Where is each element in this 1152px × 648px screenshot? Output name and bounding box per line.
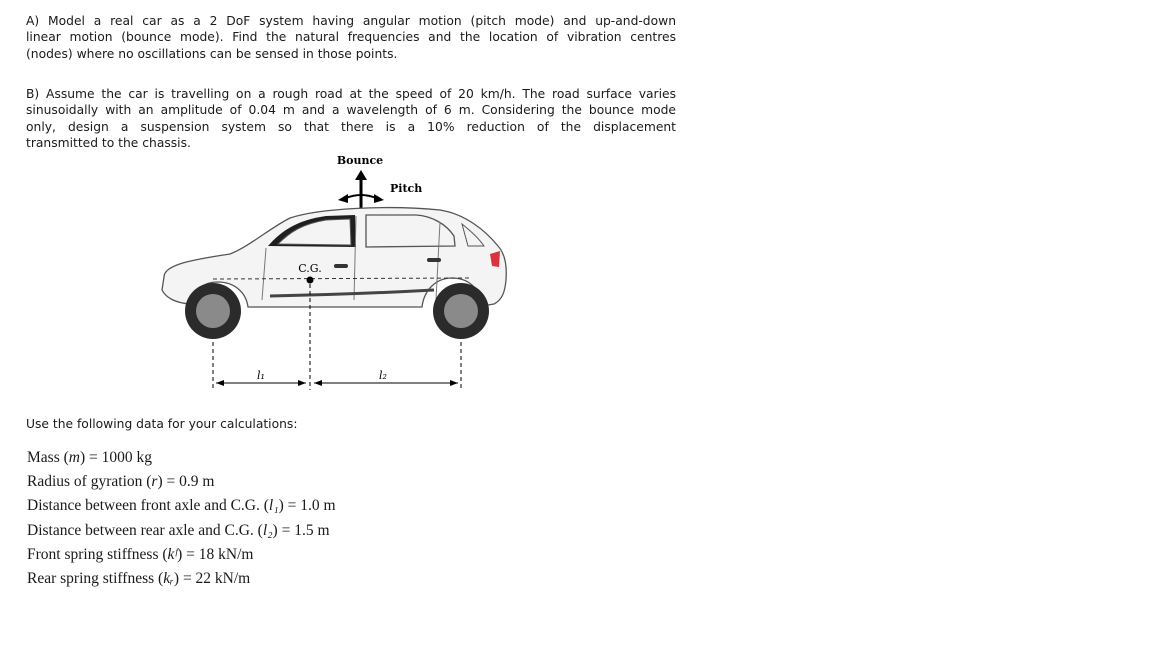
part-a-line: A) Model a real car as a 2 DoF system having angular motion (pitch mode) and up-and-down (26, 14, 676, 28)
part-b-line: sinusoidally with an amplitude of 0.04 m and a wavelength of 6 m. Considering the bounce mode (26, 103, 676, 118)
part-b-line: B) Assume the car is travelling on a rough road at the speed of 20 km/h. The road surface varies (26, 87, 676, 101)
problem-part-b (26, 86, 676, 151)
rear-wheel (433, 283, 489, 339)
data-item: Distance between rear axle and C.G. (l₂) = 1.5 m (27, 521, 330, 539)
data-item: Radius of gyration (r) = 0.9 m (27, 473, 215, 491)
cg-label: C.G. (298, 262, 322, 275)
data-item: Mass (m) = 1000 kg (27, 449, 153, 466)
front-wheel (185, 283, 241, 339)
cg-point (307, 277, 314, 284)
data-item: Distance between front axle and C.G. (l₁) = 1.0 m (27, 497, 336, 515)
data-item: Front spring stiffness (kᶠ) = 18 kN/m (27, 545, 254, 563)
data-item: Rear spring stiffness (kᵣ) = 22 kN/m (27, 570, 251, 588)
part-a-line: (nodes) where no oscillations can be sensed in those points. (26, 46, 398, 61)
given-data-list (27, 446, 336, 591)
l2-label: l₂ (379, 369, 387, 382)
part-b-line: only, design a suspension system so that there is a 10% reduction of the displacement (26, 119, 676, 134)
l1-label: l₁ (257, 369, 265, 382)
data-intro: Use the following data for your calculations: (26, 417, 298, 431)
pitch-label: Pitch (390, 182, 423, 195)
part-b-line: transmitted to the chassis. (26, 135, 191, 150)
part-a-line: linear motion (bounce mode). Find the natural frequencies and the location of vibration centres (26, 30, 676, 45)
car-figure (150, 150, 520, 400)
bounce-label: Bounce (336, 154, 384, 167)
problem-part-a (26, 13, 676, 62)
